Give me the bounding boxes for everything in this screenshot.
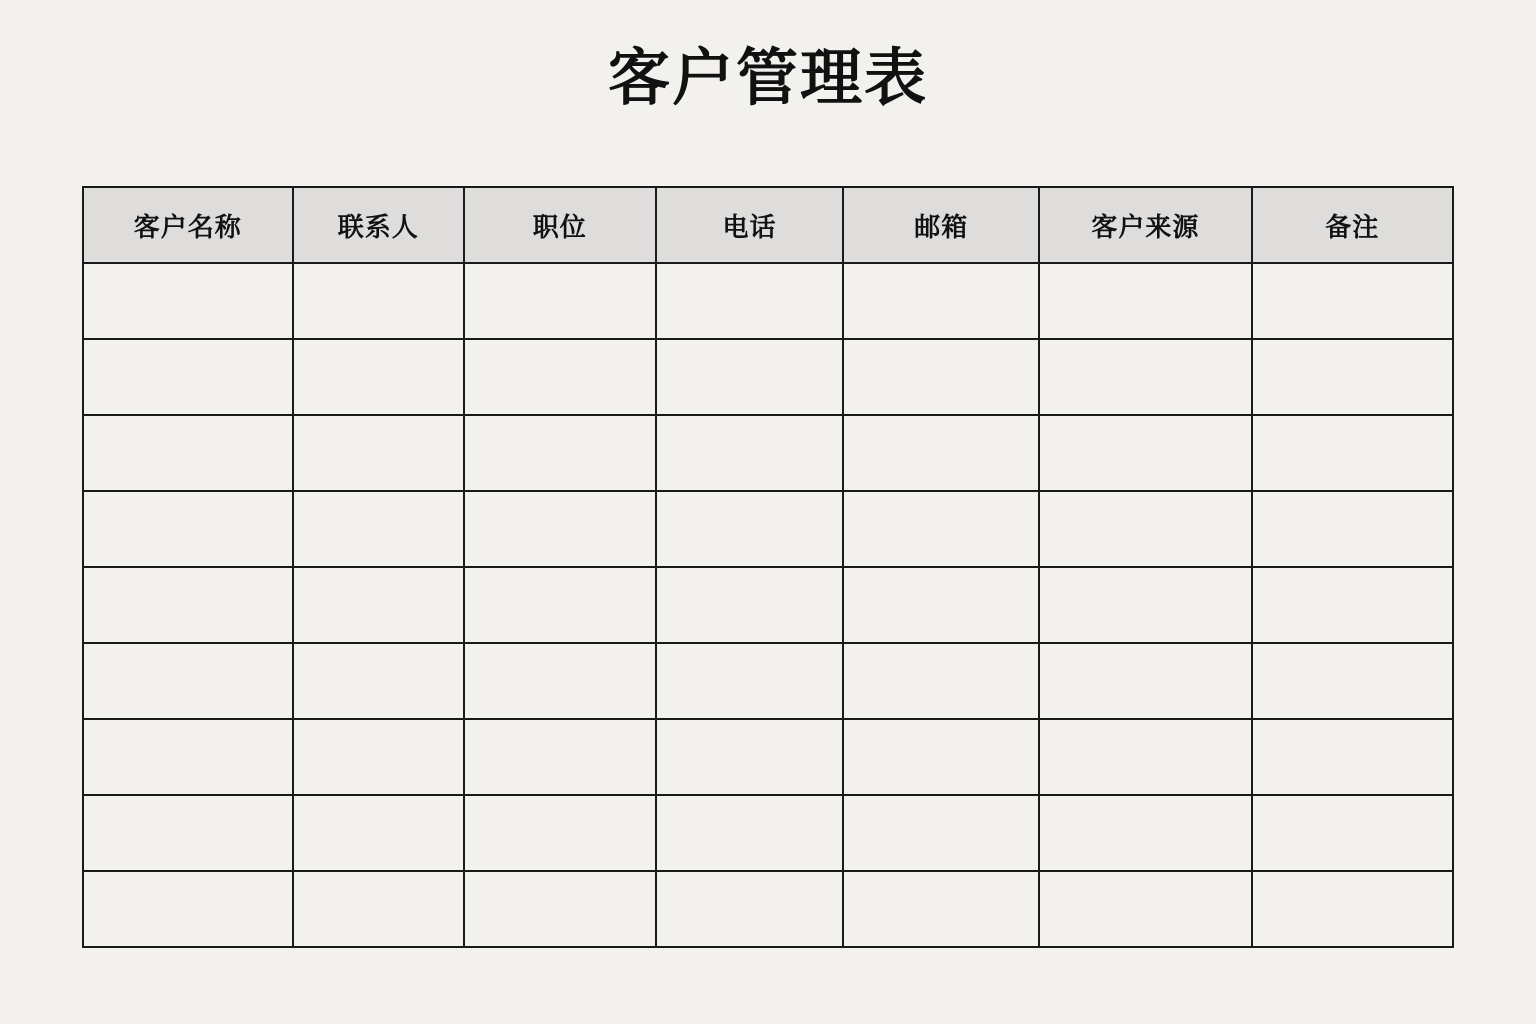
table-cell[interactable] [464,263,656,339]
table-cell[interactable] [656,263,844,339]
table-cell[interactable] [1252,719,1453,795]
table-cell[interactable] [293,643,464,719]
table-row [83,339,1453,415]
table-cell[interactable] [464,491,656,567]
table-cell[interactable] [1039,263,1251,339]
table-cell[interactable] [1252,871,1453,947]
column-header-phone: 电话 [656,187,844,263]
table-cell[interactable] [656,719,844,795]
table-cell[interactable] [293,871,464,947]
table-cell[interactable] [1252,339,1453,415]
table-cell[interactable] [464,871,656,947]
table-cell[interactable] [843,871,1039,947]
table-cell[interactable] [83,719,293,795]
table-row [83,567,1453,643]
table-row [83,795,1453,871]
table-body [83,263,1453,947]
table-cell[interactable] [293,567,464,643]
table-cell[interactable] [1252,567,1453,643]
table-header-row [83,187,1453,263]
table-cell[interactable] [843,795,1039,871]
table-cell[interactable] [1039,415,1251,491]
table-cell[interactable] [843,263,1039,339]
table-cell[interactable] [293,339,464,415]
table-cell[interactable] [843,719,1039,795]
table-cell[interactable] [83,795,293,871]
table-cell[interactable] [464,339,656,415]
column-header-contact-person: 联系人 [293,187,464,263]
table-cell[interactable] [843,567,1039,643]
table-cell[interactable] [1039,719,1251,795]
column-header-customer-name: 客户名称 [83,187,293,263]
table-cell[interactable] [293,491,464,567]
table-cell[interactable] [1252,415,1453,491]
table-row [83,491,1453,567]
table-row [83,263,1453,339]
table-cell[interactable] [83,567,293,643]
table-row [83,415,1453,491]
table-cell[interactable] [1252,643,1453,719]
column-header-email: 邮箱 [843,187,1039,263]
table-cell[interactable] [1039,795,1251,871]
table-cell[interactable] [83,871,293,947]
table-cell[interactable] [83,263,293,339]
table-cell[interactable] [464,567,656,643]
table-cell[interactable] [1039,491,1251,567]
table-cell[interactable] [656,491,844,567]
table-cell[interactable] [293,719,464,795]
table-row [83,643,1453,719]
page-title: 客户管理表 [607,44,928,113]
column-header-customer-source: 客户来源 [1039,187,1251,263]
table-cell[interactable] [656,339,844,415]
table-cell[interactable] [656,643,844,719]
table-cell[interactable] [843,415,1039,491]
table-cell[interactable] [464,415,656,491]
table-cell[interactable] [843,339,1039,415]
table-cell[interactable] [656,871,844,947]
table-cell[interactable] [1252,491,1453,567]
table-cell[interactable] [83,339,293,415]
table-cell[interactable] [843,643,1039,719]
table-cell[interactable] [83,415,293,491]
table-cell[interactable] [843,491,1039,567]
customer-management-table [82,186,1454,948]
table-cell[interactable] [464,719,656,795]
table-cell[interactable] [656,567,844,643]
table-cell[interactable] [83,643,293,719]
table-cell[interactable] [1039,871,1251,947]
table-cell[interactable] [464,795,656,871]
table-cell[interactable] [1252,795,1453,871]
table-cell[interactable] [1252,263,1453,339]
table-cell[interactable] [83,491,293,567]
table-cell[interactable] [656,795,844,871]
table-cell[interactable] [293,263,464,339]
table-cell[interactable] [1039,567,1251,643]
column-header-position: 职位 [464,187,656,263]
table-cell[interactable] [1039,339,1251,415]
customer-table-container [82,186,1454,948]
table-header [83,187,1453,263]
table-row [83,871,1453,947]
table-cell[interactable] [464,643,656,719]
column-header-remarks: 备注 [1252,187,1453,263]
table-cell[interactable] [656,415,844,491]
table-cell[interactable] [293,795,464,871]
table-cell[interactable] [293,415,464,491]
table-cell[interactable] [1039,643,1251,719]
table-row [83,719,1453,795]
